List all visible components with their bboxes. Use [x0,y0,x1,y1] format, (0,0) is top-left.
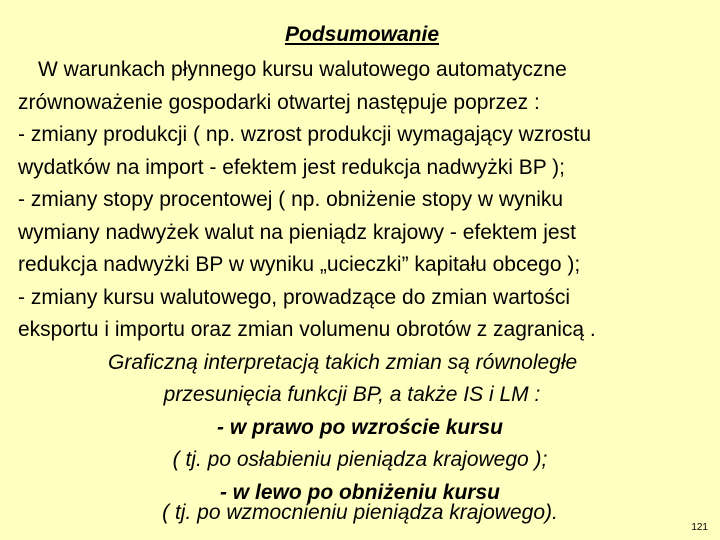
conclusion-item-bold: - w prawo po wzroście kursu [217,416,503,439]
paragraph-line: redukcja nadwyżki BP w wyniku „ucieczki” kapitału obcego ); [18,253,581,276]
paragraph-line: W warunkach płynnego kursu walutowego automatyczne [38,58,567,81]
paragraph-line: - zmiany produkcji ( np. wzrost produkcji wymagający wzrostu [18,123,592,146]
paragraph-line: eksportu i importu oraz zmian volumenu obrotów z zagranicą . [18,318,596,341]
conclusion-item-note: ( tj. po osłabieniu pieniądza krajowego ); [172,448,548,471]
paragraph-line: - zmiany kursu walutowego, prowadzące do zmian wartości [18,286,571,309]
slide-title: Podsumowanie [284,23,440,46]
conclusion-item-note: ( tj. po wzmocnieniu pieniądza krajowego). [162,501,558,524]
conclusion-item-bold: - w lewo po obniżeniu kursu [219,481,500,504]
paragraph-line: - zmiany stopy procentowej ( np. obniżenie stopy w wyniku [18,188,564,211]
paragraph-line: wymiany nadwyżek walut na pieniądz krajowy - efektem jest [18,221,576,244]
conclusion-line: przesunięcia funkcji BP, a także IS i LM : [163,383,541,406]
paragraph-line: wydatków na import - efektem jest redukcja nadwyżki BP ); [18,156,565,179]
paragraph-line: zrównoważenie gospodarki otwartej następuje poprzez : [18,91,540,114]
conclusion-line: Graficzną interpretacją takich zmian są równoległe [108,351,578,374]
page-number: 121 [691,522,708,533]
